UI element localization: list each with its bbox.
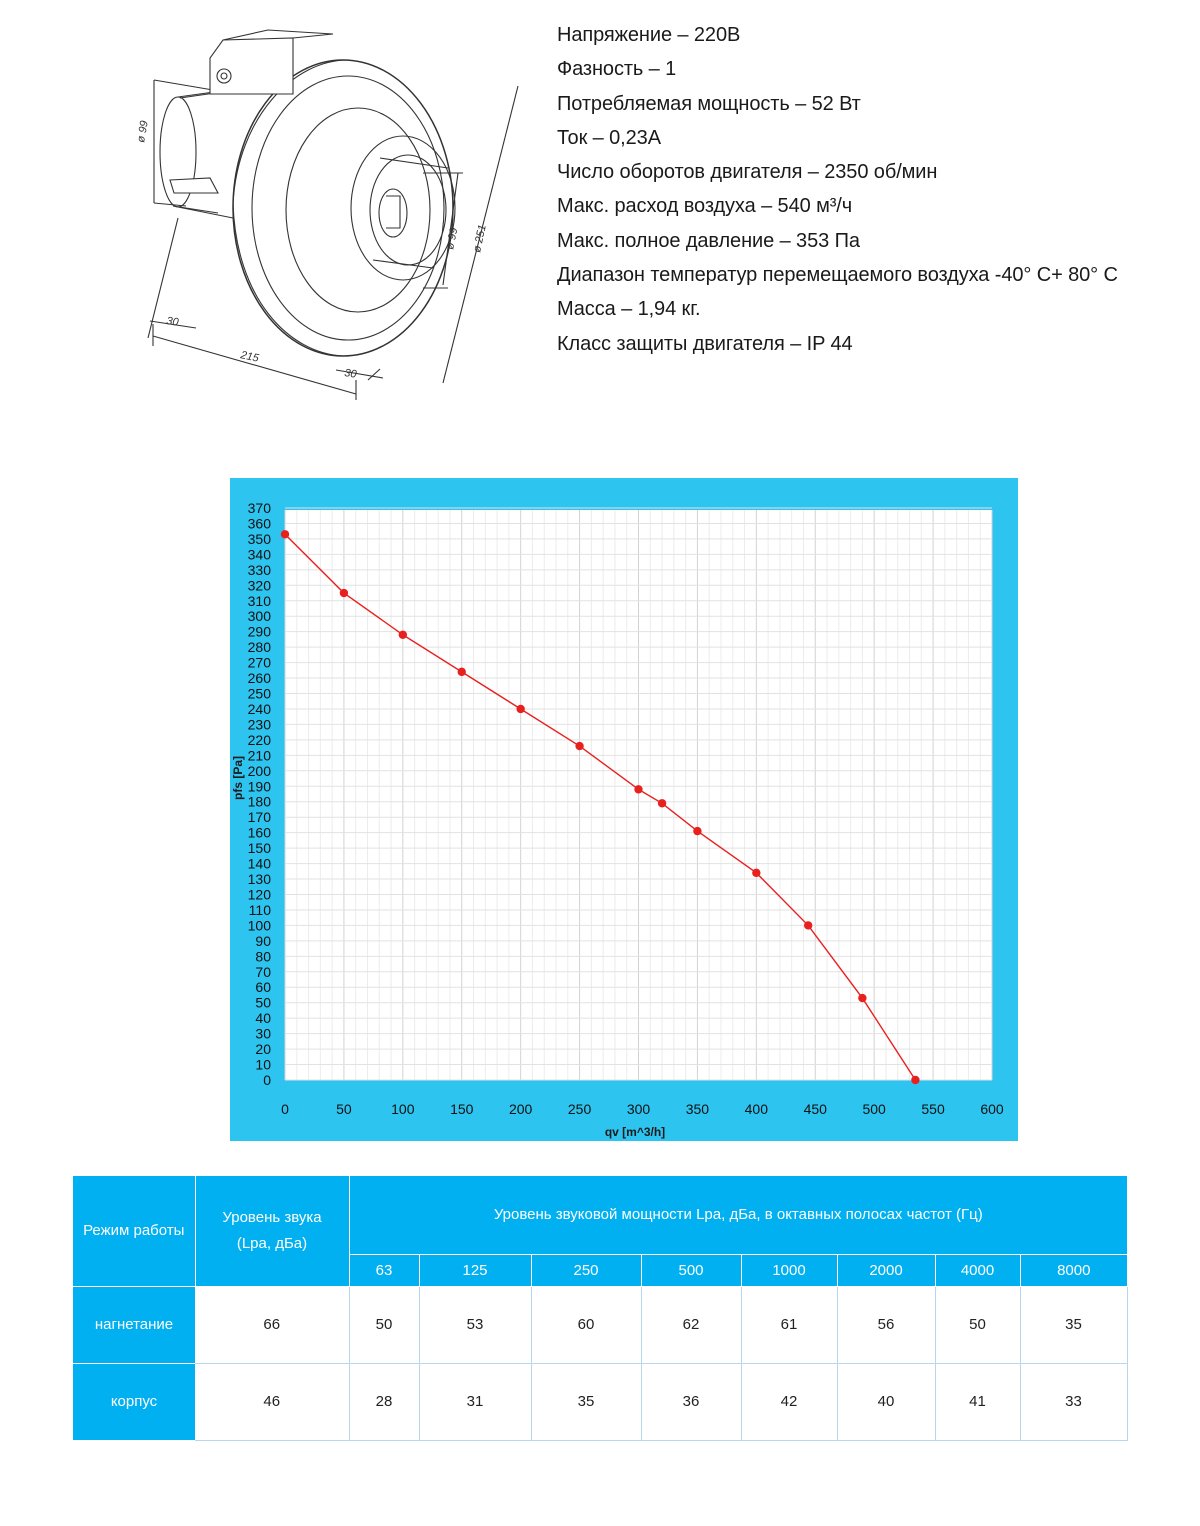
spec-voltage: Напряжение – 220В: [557, 24, 741, 46]
frequency-header: 2000: [837, 1254, 935, 1286]
spec-temperature-range: Диапазон температур перемещаемого воздуха -40° С+ 80° С: [557, 264, 1118, 287]
octave-value-cell: 50: [935, 1286, 1020, 1363]
table-body: [73, 1286, 1127, 1440]
x-tick-label: 500: [862, 1101, 886, 1117]
y-tick-label: 190: [247, 778, 271, 795]
y-tick-label: 300: [247, 608, 271, 625]
sound-level-header: [195, 1176, 349, 1286]
octave-value-cell: 56: [837, 1286, 935, 1363]
y-tick-label: 370: [247, 500, 271, 516]
x-tick-label: 450: [803, 1101, 827, 1117]
data-point: [399, 631, 407, 639]
dim-30-left-label: 30: [165, 315, 180, 329]
dim-d251-label: ø 251: [471, 223, 489, 254]
octave-value-cell: 40: [837, 1363, 935, 1440]
y-tick-label: 60: [255, 979, 271, 996]
y-tick-label: 240: [247, 700, 271, 717]
data-point: [281, 530, 289, 538]
spec-power: Потребляемая мощность – 52 Вт: [557, 92, 861, 115]
frequency-header: 63: [349, 1254, 419, 1286]
octave-value-cell: 31: [419, 1363, 531, 1440]
y-axis-ticks: [248, 500, 272, 1088]
y-tick-label: 330: [247, 561, 271, 578]
y-tick-label: 230: [247, 716, 271, 733]
y-tick-label: 50: [255, 994, 271, 1011]
y-tick-label: 170: [247, 809, 271, 826]
x-tick-label: 300: [626, 1101, 651, 1117]
octave-value-cell: 28: [349, 1363, 419, 1440]
y-tick-label: 360: [247, 515, 271, 532]
spec-pressure: Макс. полное давление – 353 Па: [557, 229, 860, 252]
data-point: [634, 785, 642, 793]
frequency-header: 500: [641, 1254, 741, 1286]
y-tick-label: 110: [248, 901, 271, 918]
y-tick-label: 220: [247, 731, 271, 748]
sound-level-cell: 46: [195, 1363, 349, 1440]
data-point: [516, 705, 524, 713]
frequency-header: 250: [531, 1254, 641, 1286]
table-row: [73, 1286, 1127, 1363]
octave-value-cell: 60: [531, 1286, 641, 1363]
y-tick-label: 260: [247, 670, 271, 687]
spec-rpm: Число оборотов двигателя – 2350 об/мин: [557, 161, 938, 184]
octave-value-cell: 50: [349, 1286, 419, 1363]
y-tick-label: 120: [247, 886, 271, 903]
x-tick-label: 250: [567, 1101, 592, 1117]
fan-technical-drawing: [118, 28, 538, 413]
spec-current: Ток – 0,23А: [557, 126, 661, 149]
spec-protection-class: Класс защиты двигателя – IP 44: [557, 332, 853, 355]
y-tick-label: 90: [255, 932, 271, 949]
dim-215-label: 215: [239, 349, 260, 365]
octave-value-cell: 35: [1020, 1286, 1127, 1363]
octave-value-cell: 61: [741, 1286, 837, 1363]
y-tick-label: 10: [255, 1056, 271, 1073]
frequency-header: 4000: [935, 1254, 1020, 1286]
dim-d99-inlet-label: ø 99: [135, 119, 151, 144]
sound-level-table: [73, 1176, 1128, 1441]
y-tick-label: 40: [255, 1010, 271, 1027]
y-tick-label: 80: [255, 948, 271, 965]
y-tick-label: 180: [247, 793, 271, 810]
data-point: [658, 799, 666, 807]
x-axis-label: qv [m^3/h]: [604, 1125, 666, 1139]
data-point: [858, 994, 866, 1002]
dim-d99-outlet-label: ø 99: [444, 226, 461, 251]
grid: [285, 508, 992, 1080]
y-tick-label: 250: [247, 685, 271, 702]
y-tick-label: 0: [263, 1072, 271, 1088]
data-point: [911, 1076, 919, 1084]
table-row: [73, 1363, 1127, 1440]
octave-value-cell: 42: [741, 1363, 837, 1440]
y-tick-label: 130: [247, 871, 271, 888]
x-tick-label: 600: [980, 1101, 1004, 1117]
sound-power-header: Уровень звуковой мощности Lpa, дБа, в октавных полосах частот (Гц): [349, 1176, 1127, 1254]
y-tick-label: 310: [247, 592, 271, 609]
data-point: [575, 742, 583, 750]
y-tick-label: 280: [247, 639, 271, 656]
spec-weight: Масса – 1,94 кг.: [557, 298, 701, 321]
x-tick-label: 150: [450, 1101, 474, 1117]
mode-cell: нагнетание: [73, 1286, 195, 1363]
sound-level-header-line2: (Lpa, дБа): [236, 1234, 308, 1252]
mode-header: Режим работы: [73, 1176, 195, 1286]
y-tick-label: 70: [255, 963, 271, 980]
octave-value-cell: 36: [641, 1363, 741, 1440]
y-tick-label: 150: [247, 840, 271, 857]
dim-30-right-label: 30: [343, 367, 358, 381]
mode-cell: корпус: [73, 1363, 195, 1440]
sound-level-header-line1: Уровень звука: [222, 1208, 322, 1226]
specifications-list: [557, 18, 1118, 361]
y-tick-label: 210: [247, 747, 271, 764]
x-tick-label: 100: [391, 1101, 415, 1117]
y-axis-label: pfs [Pa]: [231, 755, 245, 801]
sound-level-cell: 66: [195, 1286, 349, 1363]
octave-value-cell: 35: [531, 1363, 641, 1440]
x-tick-label: 400: [744, 1101, 769, 1117]
y-tick-label: 160: [247, 824, 271, 841]
y-tick-label: 140: [247, 855, 271, 872]
y-tick-label: 20: [255, 1041, 271, 1058]
data-point: [693, 827, 701, 835]
data-point: [752, 869, 760, 877]
y-tick-label: 200: [247, 762, 271, 779]
octave-value-cell: 53: [419, 1286, 531, 1363]
y-tick-label: 320: [247, 577, 271, 594]
frequency-header: 125: [419, 1254, 531, 1286]
octave-value-cell: 33: [1020, 1363, 1127, 1440]
y-tick-label: 30: [255, 1025, 271, 1042]
y-tick-label: 100: [247, 917, 271, 934]
octave-value-cell: 41: [935, 1363, 1020, 1440]
y-tick-label: 270: [247, 654, 271, 671]
y-tick-label: 340: [247, 546, 271, 563]
frequency-header: 8000: [1020, 1254, 1127, 1286]
performance-chart: [230, 478, 1018, 1141]
y-tick-label: 290: [247, 623, 271, 640]
spec-phases: Фазность – 1: [557, 58, 677, 81]
spec-airflow: Макс. расход воздуха – 540 м³/ч: [557, 195, 853, 218]
data-point: [458, 668, 466, 676]
y-tick-label: 350: [247, 530, 271, 547]
x-tick-label: 200: [508, 1101, 533, 1117]
x-tick-label: 0: [281, 1101, 289, 1117]
octave-value-cell: 62: [641, 1286, 741, 1363]
x-axis-ticks: [281, 1101, 1004, 1117]
data-point: [804, 921, 812, 929]
data-point: [340, 589, 348, 597]
x-tick-label: 350: [685, 1101, 710, 1117]
frequency-header: 1000: [741, 1254, 837, 1286]
x-tick-label: 50: [336, 1101, 352, 1117]
x-tick-label: 550: [921, 1101, 945, 1117]
performance-chart-svg: [230, 478, 1018, 1141]
